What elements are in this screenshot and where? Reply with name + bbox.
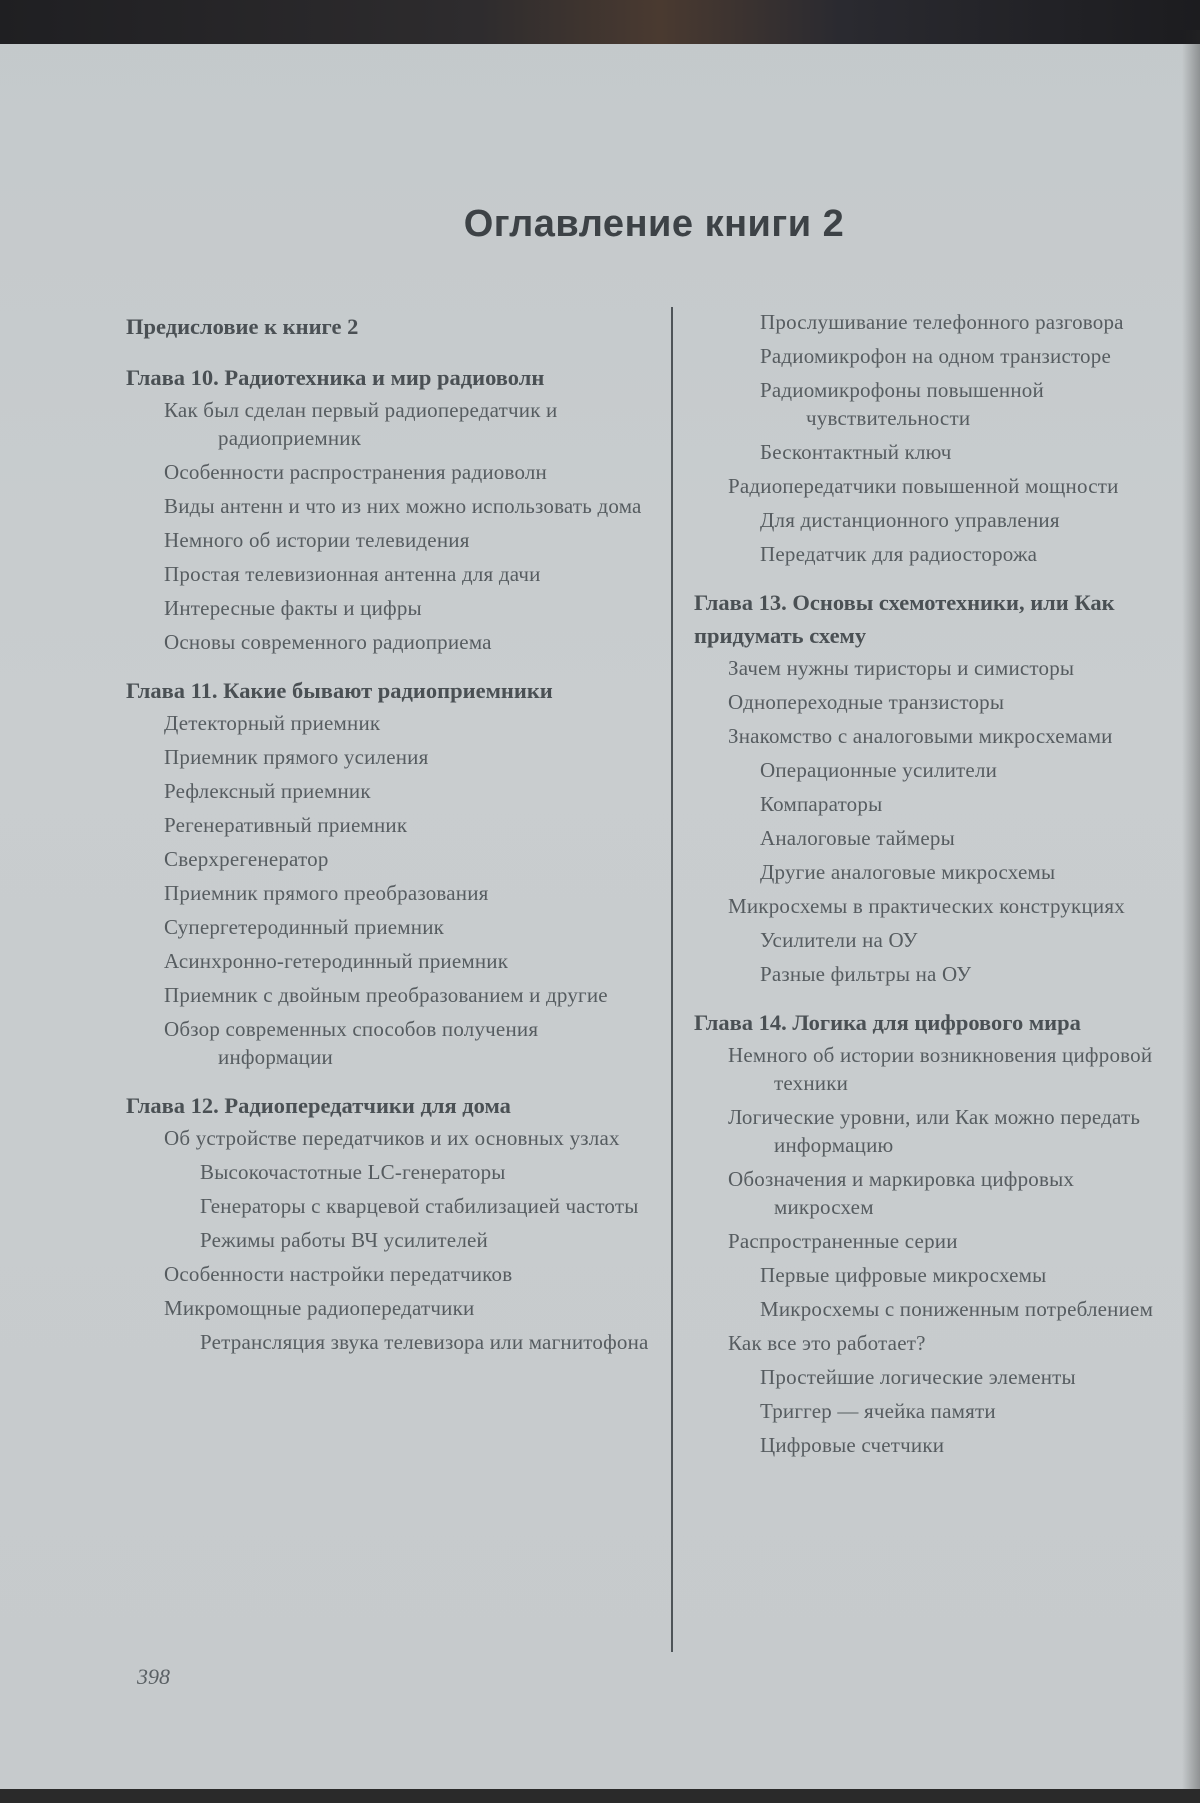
toc-chapter-heading [126, 674, 656, 707]
toc-entry [694, 472, 1174, 500]
toc-entry [694, 960, 1174, 988]
entry-title: Радиомикрофон на одном транзисторе [760, 344, 1111, 368]
entry-title: Как все это работает? [728, 1331, 926, 1355]
entry-title: Как был сделан первый радиопередатчик и радиоприемник [164, 398, 558, 450]
entry-title: Обозначения и маркировка цифровых микросхем [728, 1167, 1075, 1219]
entry-title: Компараторы [760, 792, 883, 816]
toc-entry [694, 722, 1174, 750]
entry-title: Микромощные радиопередатчики [164, 1296, 475, 1320]
chapter-title: Глава 11. Какие бывают радиоприемники [126, 678, 553, 703]
toc-entry [694, 1041, 1174, 1097]
chapter-title: Глава 14. Логика для цифрового мира [694, 1010, 1081, 1035]
entry-title: Разные фильтры на ОУ [760, 962, 972, 986]
chapter-title: Глава 13. Основы схемотехники, или Как придумать схему [694, 590, 1115, 648]
photo-background-strip [0, 0, 1200, 44]
toc-entry [126, 458, 656, 486]
entry-title: Виды антенн и что из них можно использовать дома [164, 494, 642, 518]
toc-entry [126, 1015, 656, 1071]
toc-entry [694, 1165, 1174, 1221]
entry-title: Аналоговые таймеры [760, 826, 955, 850]
toc-entry [694, 376, 1174, 432]
entry-title: Другие аналоговые микросхемы [760, 860, 1056, 884]
entry-title: Бесконтактный ключ [760, 440, 952, 464]
entry-title: Детекторный приемник [164, 711, 381, 735]
entry-title: Простая телевизионная антенна для дачи [164, 562, 541, 586]
toc-entry [126, 1328, 656, 1356]
entry-title: Триггер — ячейка памяти [760, 1399, 996, 1423]
entry-title: Рефлексный приемник [164, 779, 371, 803]
toc-entry [694, 438, 1174, 466]
toc-entry [126, 1294, 656, 1322]
toc-entry [694, 926, 1174, 954]
toc-right-column [694, 308, 1174, 1465]
toc-entry [126, 913, 656, 941]
entry-title: Передатчик для радиосторожа [760, 542, 1038, 566]
chapter-title: Глава 12. Радиопередатчики для дома [126, 1093, 511, 1118]
entry-title: Простейшие логические элементы [760, 1365, 1076, 1389]
toc-entry [126, 396, 656, 452]
toc-entry [126, 492, 656, 520]
toc-entry [126, 1158, 656, 1186]
page-number: 398 [137, 1664, 170, 1689]
entry-title: Ретрансляция звука телевизора или магнитофона [200, 1330, 649, 1354]
entry-title: Логические уровни, или Как можно передать информацию [728, 1105, 1141, 1157]
entry-title: Цифровые счетчики [760, 1433, 945, 1457]
toc-entry [126, 777, 656, 805]
toc-entry [694, 1363, 1174, 1391]
toc-entry [126, 879, 656, 907]
entry-title: Обзор современных способов получения информации [164, 1017, 539, 1069]
entry-title: Однопереходные транзисторы [728, 690, 1005, 714]
entry-title: Об устройстве передатчиков и их основных узлах [164, 1126, 620, 1150]
entry-title: Интересные факты и цифры [164, 596, 422, 620]
entry-title: Первые цифровые микросхемы [760, 1263, 1047, 1287]
toc-entry [694, 1397, 1174, 1425]
page-title: Оглавление книги 2 [463, 203, 845, 245]
entry-title: Режимы работы ВЧ усилителей [200, 1228, 488, 1252]
toc-entry [126, 526, 656, 554]
toc-entry [694, 1227, 1174, 1255]
toc-entry [126, 709, 656, 737]
toc-left-column [126, 310, 656, 1362]
toc-entry [694, 790, 1174, 818]
toc-entry [126, 1124, 656, 1152]
entry-title: Генераторы с кварцевой стабилизацией частоты [200, 1194, 639, 1218]
entry-title: Распространенные серии [728, 1229, 958, 1253]
entry-title: Радиопередатчики повышенной мощности [728, 474, 1119, 498]
entry-title: Прослушивание телефонного разговора [760, 310, 1124, 334]
toc-chapter-heading [126, 361, 656, 394]
entry-title: Регенеративный приемник [164, 813, 408, 837]
toc-entry [694, 1103, 1174, 1159]
toc-entry [126, 1260, 656, 1288]
toc-chapter-heading [694, 1006, 1174, 1039]
toc-entry [126, 947, 656, 975]
toc-entry [694, 1431, 1174, 1459]
entry-title: Микросхемы в практических конструкциях [728, 894, 1125, 918]
chapter-title: Предисловие к книге 2 [126, 314, 359, 339]
entry-title: Супергетеродинный приемник [164, 915, 445, 939]
entry-title: Асинхронно-гетеродинный приемник [164, 949, 509, 973]
toc-entry [126, 628, 656, 656]
entry-title: Немного об истории телевидения [164, 528, 470, 552]
entry-title: Приемник с двойным преобразованием и другие [164, 983, 608, 1007]
toc-entry [694, 506, 1174, 534]
toc-entry [126, 811, 656, 839]
toc-chapter-heading [694, 586, 1174, 652]
toc-entry [126, 560, 656, 588]
toc-entry [126, 743, 656, 771]
toc-entry [126, 1192, 656, 1220]
toc-entry [694, 1261, 1174, 1289]
toc-entry [694, 1329, 1174, 1357]
toc-entry [126, 1226, 656, 1254]
toc-entry [126, 594, 656, 622]
column-divider [671, 307, 673, 1652]
toc-entry [694, 892, 1174, 920]
entry-title: Немного об истории возникновения цифровой техники [728, 1043, 1153, 1095]
toc-entry [694, 308, 1174, 336]
entry-title: Особенности распространения радиоволн [164, 460, 547, 484]
page-edge-shadow [1182, 30, 1200, 1803]
toc-entry [694, 858, 1174, 886]
toc-chapter-heading [126, 310, 656, 343]
bottom-edge [0, 1789, 1200, 1803]
chapter-title: Глава 10. Радиотехника и мир радиоволн [126, 365, 545, 390]
entry-title: Операционные усилители [760, 758, 998, 782]
toc-entry [694, 756, 1174, 784]
entry-title: Приемник прямого преобразования [164, 881, 489, 905]
entry-title: Основы современного радиоприема [164, 630, 492, 654]
entry-title: Микросхемы с пониженным потреблением [760, 1297, 1154, 1321]
toc-entry [694, 540, 1174, 568]
entry-title: Особенности настройки передатчиков [164, 1262, 513, 1286]
toc-chapter-heading [126, 1089, 656, 1122]
entry-title: Радиомикрофоны повышенной чувствительности [760, 378, 1044, 430]
toc-entry [694, 1295, 1174, 1323]
entry-title: Сверхрегенератор [164, 847, 329, 871]
entry-title: Зачем нужны тиристоры и симисторы [728, 656, 1075, 680]
entry-title: Приемник прямого усиления [164, 745, 429, 769]
toc-entry [126, 981, 656, 1009]
toc-entry [694, 688, 1174, 716]
toc-entry [694, 342, 1174, 370]
entry-title: Знакомство с аналоговыми микросхемами [728, 724, 1113, 748]
toc-entry [126, 845, 656, 873]
entry-title: Для дистанционного управления [760, 508, 1060, 532]
toc-entry [694, 654, 1174, 682]
entry-title: Усилители на ОУ [760, 928, 918, 952]
entry-title: Высокочастотные LC-генераторы [200, 1160, 506, 1184]
toc-entry [694, 824, 1174, 852]
